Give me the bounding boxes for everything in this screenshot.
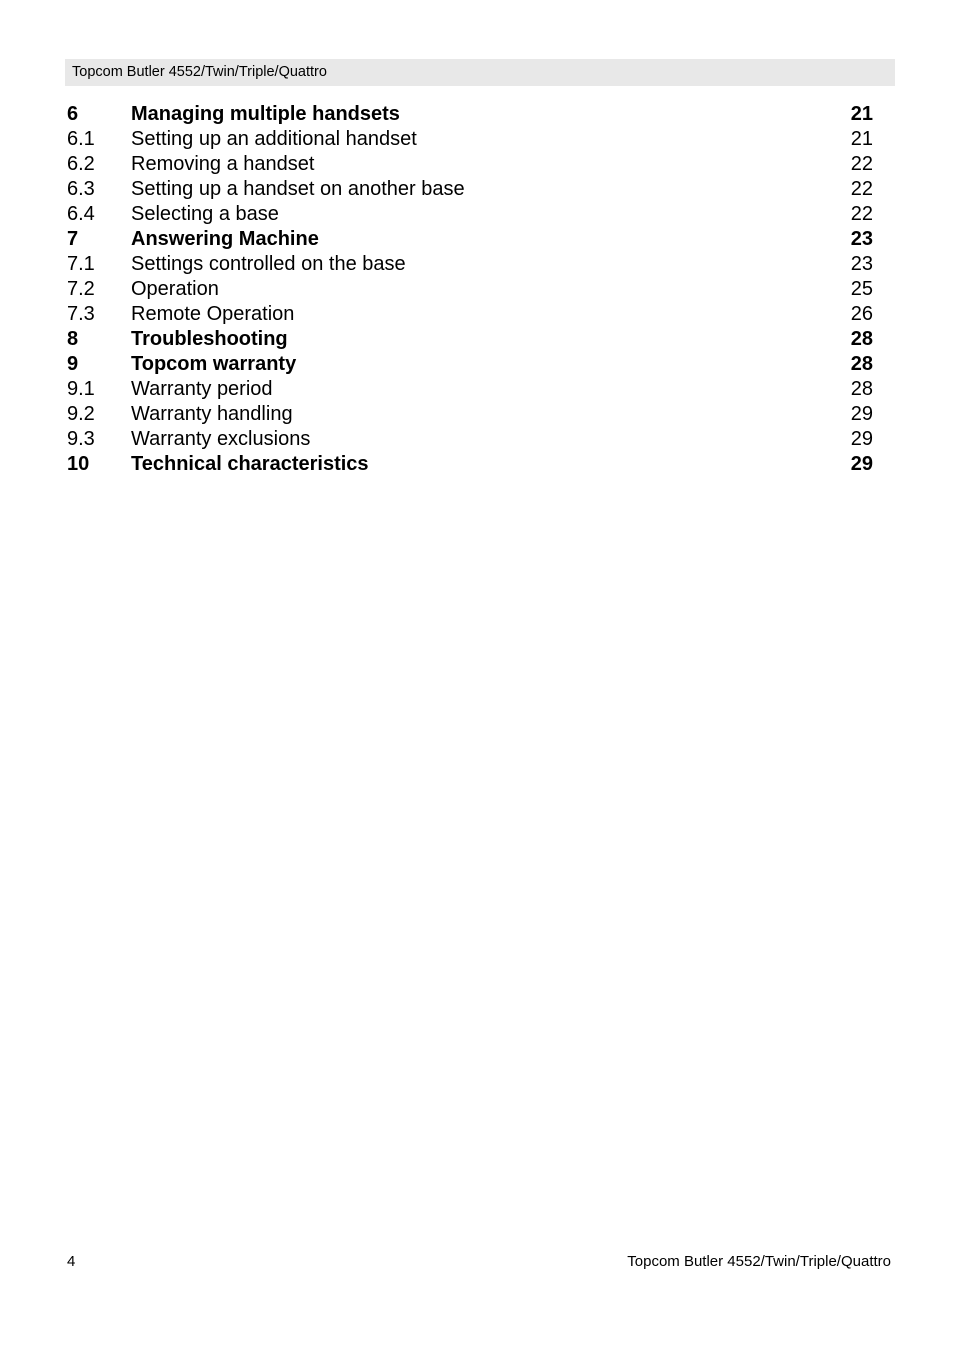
toc-entry-title: Warranty period xyxy=(131,378,273,400)
toc-entry-title: Settings controlled on the base xyxy=(131,253,406,275)
table-of-contents xyxy=(67,102,873,477)
toc-entry-title: Setting up a handset on another base xyxy=(131,178,465,200)
toc-entry-number: 9.2 xyxy=(67,403,95,425)
toc-entry[interactable] xyxy=(67,202,873,227)
toc-entry-number: 8 xyxy=(67,328,79,350)
toc-entry-title: Warranty exclusions xyxy=(131,428,311,450)
toc-entry-page: 21 xyxy=(850,128,873,150)
toc-entry-page: 29 xyxy=(850,403,873,425)
toc-entry-number: 9.3 xyxy=(67,428,95,450)
toc-entry-number: 7 xyxy=(67,228,79,250)
toc-entry[interactable] xyxy=(67,277,873,302)
header-title: Topcom Butler 4552/Twin/Triple/Quattro xyxy=(72,64,327,80)
toc-entry[interactable] xyxy=(67,327,873,352)
toc-entry-number: 6.1 xyxy=(67,128,95,150)
toc-entry-page: 23 xyxy=(850,228,873,250)
toc-entry-number: 7.1 xyxy=(67,253,95,275)
toc-entry-page: 22 xyxy=(850,203,873,225)
toc-entry-number: 6 xyxy=(67,103,79,125)
page-header xyxy=(65,59,895,86)
toc-entry-title: Answering Machine xyxy=(131,228,319,250)
toc-entry-number: 9.1 xyxy=(67,378,95,400)
toc-entry-title: Removing a handset xyxy=(131,153,315,175)
toc-entry-title: Selecting a base xyxy=(131,203,279,225)
toc-entry-page: 28 xyxy=(850,378,873,400)
toc-entry-title: Remote Operation xyxy=(131,303,295,325)
footer-title: Topcom Butler 4552/Twin/Triple/Quattro xyxy=(627,1253,891,1270)
toc-entry-page: 23 xyxy=(850,253,873,275)
toc-entry[interactable] xyxy=(67,402,873,427)
toc-entry-page: 25 xyxy=(850,278,873,300)
toc-entry-page: 22 xyxy=(850,178,873,200)
toc-entry-title: Managing multiple handsets xyxy=(131,103,400,125)
toc-entry-number: 9 xyxy=(67,353,79,375)
toc-entry-page: 29 xyxy=(850,428,873,450)
toc-entry[interactable] xyxy=(67,427,873,452)
toc-entry-page: 28 xyxy=(850,328,873,350)
toc-entry[interactable] xyxy=(67,152,873,177)
toc-entry[interactable] xyxy=(67,452,873,477)
toc-entry[interactable] xyxy=(67,377,873,402)
toc-entry-page: 26 xyxy=(850,303,873,325)
toc-entry-number: 10 xyxy=(67,453,90,475)
toc-entry-number: 6.4 xyxy=(67,203,95,225)
toc-entry[interactable] xyxy=(67,352,873,377)
toc-entry[interactable] xyxy=(67,102,873,127)
toc-entry-title: Troubleshooting xyxy=(131,328,288,350)
toc-entry[interactable] xyxy=(67,177,873,202)
toc-entry-title: Operation xyxy=(131,278,219,300)
footer-page-number: 4 xyxy=(67,1253,76,1270)
toc-entry-number: 7.3 xyxy=(67,303,95,325)
toc-entry-page: 22 xyxy=(850,153,873,175)
toc-entry-page: 21 xyxy=(850,103,873,125)
toc-entry-title: Technical characteristics xyxy=(131,453,369,475)
toc-entry-title: Topcom warranty xyxy=(131,353,297,375)
toc-entry-page: 28 xyxy=(850,353,873,375)
toc-entry-number: 7.2 xyxy=(67,278,95,300)
toc-entry[interactable] xyxy=(67,227,873,252)
toc-entry-number: 6.2 xyxy=(67,153,95,175)
toc-entry-title: Setting up an additional handset xyxy=(131,128,417,150)
toc-entry[interactable] xyxy=(67,127,873,152)
toc-entry-page: 29 xyxy=(850,453,873,475)
toc-entry-number: 6.3 xyxy=(67,178,95,200)
toc-entry[interactable] xyxy=(67,252,873,277)
toc-entry-title: Warranty handling xyxy=(131,403,293,425)
toc-entry[interactable] xyxy=(67,302,873,327)
